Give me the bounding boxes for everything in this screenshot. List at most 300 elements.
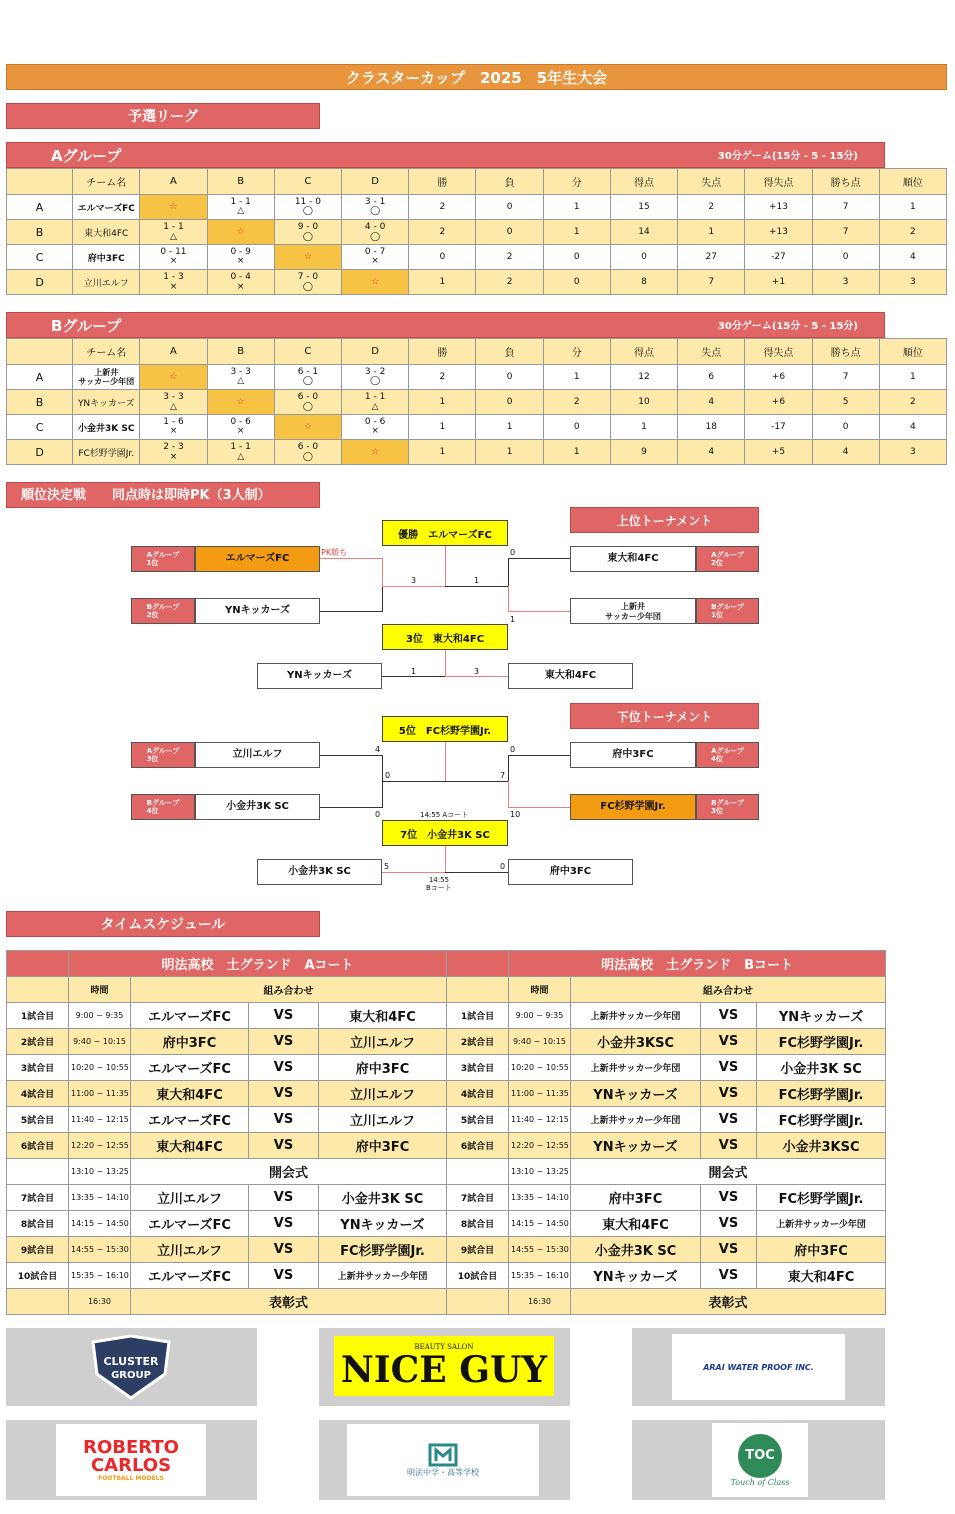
upper-right1-team: 東大和4FC (570, 546, 696, 572)
team-name: 上新井 サッカー少年団 (73, 365, 140, 390)
bracket-line (382, 676, 445, 677)
toc-sub: Touch of Class (730, 1477, 790, 1487)
game-time: 16:30 (509, 1289, 571, 1315)
team-name: エルマーズFC (73, 195, 140, 220)
vs-label: VS (249, 1081, 319, 1107)
stat-l: 0 (476, 220, 543, 245)
result-mark: ◯ (370, 232, 381, 242)
result-score: 1 - 1 (230, 442, 251, 452)
upper-right2-team: 上新井 サッカー少年団 (570, 598, 696, 624)
bracket-line (382, 872, 445, 873)
schedule-row (7, 1029, 886, 1055)
header-blank (7, 339, 73, 365)
col-header: A (140, 169, 207, 195)
bracket-line (508, 807, 570, 808)
away-team: YNキッカーズ (319, 1211, 447, 1237)
stat-diff: +1 (745, 270, 812, 295)
result-score: 0 - 9 (230, 247, 251, 257)
stat-ga: 4 (678, 390, 745, 415)
upper-left2-team: YNキッカーズ (195, 598, 320, 624)
result-mark: ◯ (302, 206, 313, 216)
game-number: 10試合目 (447, 1263, 509, 1289)
sponsor-meiho (319, 1420, 570, 1500)
bracket-line (382, 558, 383, 586)
home-team: 小金井3KSC (571, 1029, 701, 1055)
vs-label: VS (249, 1133, 319, 1159)
schedule-row (7, 1211, 886, 1237)
self-cell: ☆ (342, 270, 409, 295)
home-team: 東大和4FC (131, 1081, 249, 1107)
result-cell (140, 220, 207, 245)
result-score: 4 - 0 (364, 222, 386, 232)
away-team: FC杉野学園Jr. (757, 1029, 886, 1055)
stat-l: 2 (476, 245, 543, 270)
stat-rank: 4 (879, 415, 946, 440)
bracket-line (508, 611, 570, 612)
meiho-emblem-icon (428, 1443, 458, 1467)
home-team: 小金井3K SC (571, 1237, 701, 1263)
away-team: 府中3FC (319, 1055, 447, 1081)
row-id: C (7, 245, 73, 270)
result-mark: × (169, 452, 178, 462)
col-header: D (342, 169, 409, 195)
result-cell (342, 390, 409, 415)
seventh-time-a: 14:55 Aコート (420, 811, 469, 819)
game-number: 1試合目 (7, 1003, 69, 1029)
home-team: 府中3FC (131, 1029, 249, 1055)
score-third-right: 3 (474, 667, 480, 676)
bracket-line (508, 558, 570, 559)
third-right-team: 東大和4FC (508, 663, 633, 689)
time-header: 時間 (509, 977, 571, 1003)
home-team: 上新井サッカー少年団 (571, 1055, 701, 1081)
result-cell (342, 195, 409, 220)
court-a-title: 明法高校 土グランド Aコート (69, 951, 447, 977)
result-mark: × (371, 256, 379, 266)
game-number: 4試合目 (7, 1081, 69, 1107)
blank-cell (447, 977, 509, 1003)
game-time: 11:00 ~ 11:35 (69, 1081, 131, 1107)
result-score: 6 - 0 (297, 442, 319, 452)
sponsor-roberto (6, 1420, 257, 1500)
away-team: 小金井3K SC (319, 1185, 447, 1211)
game-number: 5試合目 (447, 1107, 509, 1133)
col-header: D (342, 339, 409, 365)
group-header-row (7, 169, 947, 195)
result-score: 1 - 6 (163, 417, 184, 427)
result-mark: △ (237, 376, 245, 386)
group-a-note: 30分ゲーム(15分 - 5 - 15分) (717, 151, 858, 162)
team-name: 東大和4FC (73, 220, 140, 245)
stat-diff: +6 (745, 390, 812, 415)
away-team: YNキッカーズ (757, 1003, 886, 1029)
stat-w: 1 (409, 440, 476, 465)
result-mark: ◯ (370, 376, 381, 386)
game-time: 12:20 ~ 12:55 (69, 1133, 131, 1159)
vs-label: VS (249, 1263, 319, 1289)
col-header: チーム名 (73, 339, 140, 365)
self-cell: ☆ (207, 390, 274, 415)
result-score: 0 - 6 (230, 417, 251, 427)
roberto-text-2: CARLOS (90, 1454, 172, 1476)
match-header: 組み合わせ (131, 977, 447, 1003)
col-header: 勝ち点 (812, 169, 879, 195)
stat-pts: 7 (812, 365, 879, 390)
group-row (7, 245, 947, 270)
cluster-shield-icon (89, 1334, 173, 1400)
group-b-header (6, 312, 885, 338)
vs-label: VS (701, 1263, 757, 1289)
game-number: 9試合目 (7, 1237, 69, 1263)
result-mark: × (236, 256, 245, 266)
row-id: D (7, 440, 73, 465)
col-header: 失点 (678, 169, 745, 195)
result-cell (207, 415, 274, 440)
self-cell: ☆ (207, 220, 274, 245)
result-mark: × (169, 282, 178, 292)
stat-ga: 18 (678, 415, 745, 440)
home-team: 東大和4FC (131, 1133, 249, 1159)
home-team: 上新井サッカー少年団 (571, 1003, 701, 1029)
result-cell (342, 365, 409, 390)
bracket-line (445, 742, 446, 781)
home-team: YNキッカーズ (571, 1133, 701, 1159)
bracket-line (382, 586, 383, 611)
schedule-row (7, 1185, 886, 1211)
game-number: 7試合目 (447, 1185, 509, 1211)
bracket-line (508, 781, 509, 807)
group-row (7, 220, 947, 245)
game-time: 10:20 ~ 10:55 (69, 1055, 131, 1081)
game-time: 9:00 ~ 9:35 (509, 1003, 571, 1029)
result-mark: △ (170, 402, 177, 412)
game-number: 3試合目 (447, 1055, 509, 1081)
vs-label: VS (701, 1237, 757, 1263)
cluster-text-1: CLUSTER (103, 1355, 159, 1368)
lower-right1-rank: Aグループ 4位 (696, 742, 759, 768)
schedule-row (7, 1081, 886, 1107)
away-team: 東大和4FC (757, 1263, 886, 1289)
result-mark: ◯ (302, 282, 313, 292)
away-team: 立川エルフ (319, 1029, 447, 1055)
col-header: A (140, 339, 207, 365)
vs-label: VS (701, 1133, 757, 1159)
seventh-right-team: 府中3FC (508, 859, 633, 885)
team-name: 小金井3K SC (73, 415, 140, 440)
champion-box: 優勝 エルマーズFC (382, 520, 508, 546)
result-cell (140, 245, 207, 270)
game-time: 15:35 ~ 16:10 (69, 1263, 131, 1289)
vs-label: VS (249, 1185, 319, 1211)
meiho-text: 明法中学・高等学校 (407, 1467, 479, 1477)
home-team: エルマーズFC (131, 1003, 249, 1029)
self-cell: ☆ (274, 415, 341, 440)
game-time: 11:40 ~ 12:15 (69, 1107, 131, 1133)
vs-label: VS (701, 1185, 757, 1211)
stat-gf: 10 (610, 390, 677, 415)
vs-label: VS (701, 1081, 757, 1107)
stat-rank: 3 (879, 270, 946, 295)
result-score: 1 - 1 (364, 392, 386, 402)
schedule-row (7, 1289, 886, 1315)
game-time: 13:10 ~ 13:25 (509, 1159, 571, 1185)
lower-left2-rank: Bグループ 4位 (131, 794, 195, 820)
result-mark: △ (237, 206, 245, 216)
stat-rank: 4 (879, 245, 946, 270)
stat-diff: +13 (745, 220, 812, 245)
result-cell (274, 440, 341, 465)
group-a-name: Aグループ (51, 147, 122, 165)
home-team: 立川エルフ (131, 1237, 249, 1263)
stat-d: 2 (543, 390, 610, 415)
stat-l: 1 (476, 415, 543, 440)
result-cell (274, 195, 341, 220)
score-lower-r1b: 7 (500, 771, 506, 780)
result-cell (207, 245, 274, 270)
score-upper-left: 3 (411, 576, 417, 585)
upper-left2-rank: Bグループ 2位 (131, 598, 195, 624)
game-time: 13:35 ~ 14:10 (509, 1185, 571, 1211)
col-header: 得点 (610, 169, 677, 195)
game-number: 6試合目 (447, 1133, 509, 1159)
away-team: FC杉野学園Jr. (319, 1237, 447, 1263)
schedule-row (7, 1237, 886, 1263)
game-time: 12:20 ~ 12:55 (509, 1133, 571, 1159)
group-row (7, 270, 947, 295)
row-id: B (7, 390, 73, 415)
vs-label: VS (249, 1211, 319, 1237)
cluster-text-2: GROUP (111, 1370, 151, 1381)
away-team: 府中3FC (757, 1237, 886, 1263)
stat-w: 0 (409, 245, 476, 270)
lower-right2-rank: Bグループ 3位 (696, 794, 759, 820)
score-upper-right: 1 (474, 576, 480, 585)
upper-right2-rank: Bグループ 1位 (696, 598, 759, 624)
group-row (7, 365, 947, 390)
col-header: 勝 (409, 339, 476, 365)
away-team: 小金井3KSC (757, 1133, 886, 1159)
schedule-row (7, 1003, 886, 1029)
col-header: 分 (543, 339, 610, 365)
col-header: 勝ち点 (812, 339, 879, 365)
upper-right1-rank: Aグループ 2位 (696, 546, 759, 572)
away-team: FC杉野学園Jr. (757, 1107, 886, 1133)
home-team: エルマーズFC (131, 1055, 249, 1081)
bracket-line (445, 872, 508, 873)
stat-rank: 2 (879, 390, 946, 415)
result-score: 0 - 11 (160, 247, 187, 257)
result-cell (207, 440, 274, 465)
home-team: 府中3FC (571, 1185, 701, 1211)
result-cell (342, 245, 409, 270)
sponsor-toc (632, 1420, 885, 1500)
game-time: 11:00 ~ 11:35 (509, 1081, 571, 1107)
result-score: 6 - 0 (297, 392, 319, 402)
game-number: 10試合目 (7, 1263, 69, 1289)
result-score: 3 - 3 (230, 367, 251, 377)
game-number (447, 1289, 509, 1315)
toc-badge: TOC (738, 1434, 782, 1478)
score-seventh-right: 0 (500, 862, 506, 871)
lower-left2-team: 小金井3K SC (195, 794, 320, 820)
stat-l: 1 (476, 440, 543, 465)
stat-ga: 4 (678, 440, 745, 465)
stat-ga: 2 (678, 195, 745, 220)
bracket-line (382, 781, 508, 782)
game-number: 4試合目 (447, 1081, 509, 1107)
game-number: 2試合目 (447, 1029, 509, 1055)
row-id: D (7, 270, 73, 295)
vs-label: VS (701, 1107, 757, 1133)
result-cell (274, 365, 341, 390)
sponsor-niceguy (319, 1328, 570, 1406)
result-mark: × (236, 426, 245, 436)
home-team: エルマーズFC (131, 1107, 249, 1133)
row-id: C (7, 415, 73, 440)
sponsor-cluster (6, 1328, 257, 1406)
game-number: 1試合目 (447, 1003, 509, 1029)
col-header: 分 (543, 169, 610, 195)
vs-label: VS (249, 1029, 319, 1055)
stat-d: 1 (543, 440, 610, 465)
result-cell (140, 415, 207, 440)
vs-label: VS (701, 1029, 757, 1055)
blank-cell (7, 951, 69, 977)
stat-pts: 4 (812, 440, 879, 465)
niceguy-text: NICE GUY (340, 1349, 548, 1391)
stat-ga: 7 (678, 270, 745, 295)
stat-w: 1 (409, 390, 476, 415)
stat-d: 0 (543, 270, 610, 295)
schedule-section-title: タイムスケジュール (6, 911, 320, 937)
result-cell (342, 220, 409, 245)
result-mark: ◯ (302, 376, 313, 386)
home-team: YNキッカーズ (571, 1263, 701, 1289)
stat-l: 0 (476, 365, 543, 390)
pk-note: PK勝ち (321, 548, 348, 557)
bracket-line (320, 558, 383, 559)
group-a-header (6, 142, 885, 168)
col-header: 順位 (879, 169, 946, 195)
bracket-line (320, 755, 383, 756)
arai-text: ARAI WATER PROOF INC. (703, 1362, 814, 1372)
team-name: FC杉野学園Jr. (73, 440, 140, 465)
col-header: チーム名 (73, 169, 140, 195)
upper-tournament-title: 上位トーナメント (570, 507, 759, 533)
group-a-table (6, 168, 947, 295)
bracket-line (508, 558, 509, 586)
result-mark: △ (371, 402, 379, 412)
result-cell (274, 390, 341, 415)
roberto-text-1: ROBERTO (83, 1436, 179, 1458)
lower-left1-team: 立川エルフ (195, 742, 320, 768)
fifth-place-box: 5位 FC杉野学園Jr. (382, 716, 508, 742)
result-score: 0 - 7 (364, 247, 386, 257)
bracket-line (445, 650, 446, 676)
bracket-line (320, 611, 383, 612)
bracket-line (445, 846, 446, 872)
stat-diff: -27 (745, 245, 812, 270)
team-name: 府中3FC (73, 245, 140, 270)
stat-l: 0 (476, 390, 543, 415)
score-upper-r2: 1 (510, 615, 516, 624)
self-cell: ☆ (140, 195, 207, 220)
game-time: 14:55 ~ 15:30 (509, 1237, 571, 1263)
col-header: B (207, 339, 274, 365)
home-team: 東大和4FC (571, 1211, 701, 1237)
col-header: 失点 (678, 339, 745, 365)
schedule-row (7, 1133, 886, 1159)
away-team: 府中3FC (319, 1133, 447, 1159)
bracket-line (445, 676, 508, 677)
game-number: 7試合目 (7, 1185, 69, 1211)
col-header: 負 (476, 169, 543, 195)
result-mark: ◯ (302, 232, 313, 242)
stat-ga: 1 (678, 220, 745, 245)
vs-label: VS (249, 1237, 319, 1263)
seventh-place-box: 7位 小金井3K SC (382, 820, 508, 846)
result-mark: × (169, 256, 178, 266)
away-team: 立川エルフ (319, 1107, 447, 1133)
stat-rank: 3 (879, 440, 946, 465)
group-row (7, 440, 947, 465)
stat-pts: 7 (812, 195, 879, 220)
vs-label: VS (701, 1211, 757, 1237)
result-score: 11 - 0 (294, 197, 321, 207)
col-header: 負 (476, 339, 543, 365)
stat-pts: 7 (812, 220, 879, 245)
event-name: 表彰式 (571, 1289, 886, 1315)
game-number: 8試合目 (447, 1211, 509, 1237)
stat-gf: 14 (610, 220, 677, 245)
result-score: 0 - 4 (230, 272, 251, 282)
bracket-line (320, 807, 383, 808)
away-team: FC杉野学園Jr. (757, 1185, 886, 1211)
result-cell (207, 195, 274, 220)
game-time: 9:00 ~ 9:35 (69, 1003, 131, 1029)
result-cell (274, 220, 341, 245)
score-lower-l1: 4 (375, 745, 381, 754)
group-b-name: Bグループ (51, 317, 122, 335)
event-name: 開会式 (571, 1159, 886, 1185)
game-time: 14:15 ~ 14:50 (509, 1211, 571, 1237)
result-mark: △ (237, 452, 245, 462)
schedule-row (7, 1263, 886, 1289)
group-header-row (7, 339, 947, 365)
score-lower-r1: 0 (510, 745, 516, 754)
score-upper-r1: 0 (510, 548, 516, 557)
upper-left1-rank: Aグループ 1位 (131, 546, 195, 572)
stat-pts: 5 (812, 390, 879, 415)
row-id: A (7, 195, 73, 220)
vs-label: VS (701, 1003, 757, 1029)
third-place-box: 3位 東大和4FC (382, 624, 508, 650)
stat-pts: 3 (812, 270, 879, 295)
result-cell (342, 415, 409, 440)
self-cell: ☆ (342, 440, 409, 465)
stat-ga: 27 (678, 245, 745, 270)
niceguy-small: BEAUTY SALON (414, 1343, 474, 1351)
game-number: 6試合目 (7, 1133, 69, 1159)
vs-label: VS (701, 1055, 757, 1081)
match-header: 組み合わせ (571, 977, 886, 1003)
bracket-line (508, 755, 570, 756)
stat-d: 0 (543, 415, 610, 440)
seventh-left-team: 小金井3K SC (257, 859, 382, 885)
result-mark: × (236, 282, 245, 292)
home-team: エルマーズFC (131, 1211, 249, 1237)
result-cell (274, 270, 341, 295)
